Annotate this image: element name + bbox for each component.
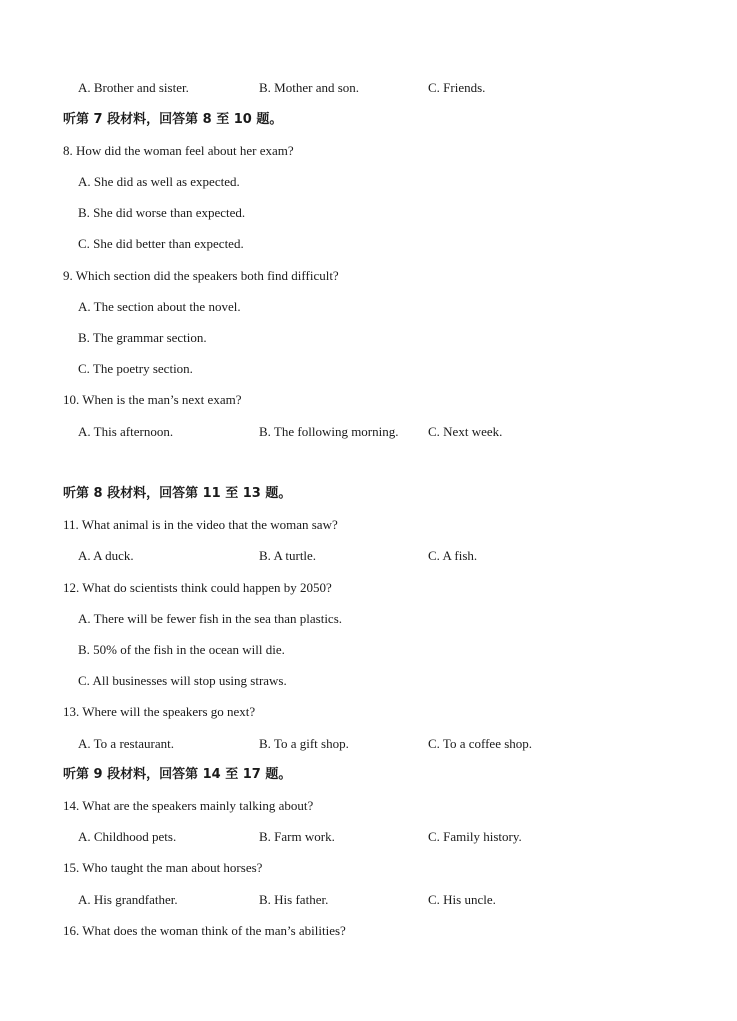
question-8: 8. How did the woman feel about her exam? — [63, 143, 294, 158]
q12-option-a: A. There will be fewer fish in the sea than plastics. — [78, 611, 343, 626]
q7-option-b: B. Mother and son. — [259, 80, 360, 95]
q10-option-b: B. The following morning. — [259, 424, 399, 439]
q14-option-a: A. Childhood pets. — [78, 829, 177, 844]
section-9-heading: 听第 9 段材料，回答第 14 至 17 题。 — [63, 767, 292, 782]
q12-option-b: B. 50% of the fish in the ocean will die. — [78, 642, 285, 657]
q11-option-b: B. A turtle. — [259, 548, 317, 563]
q15-option-b: B. His father. — [259, 892, 329, 907]
q13-option-c: C. To a coffee shop. — [428, 736, 533, 751]
q7-option-a: A. Brother and sister. — [78, 80, 189, 95]
question-13: 13. Where will the speakers go next? — [63, 704, 256, 719]
q11-option-c: C. A fish. — [428, 548, 478, 563]
q11-option-a: A. A duck. — [78, 548, 134, 563]
q8-option-a: A. She did as well as expected. — [78, 174, 240, 189]
q15-option-c: C. His uncle. — [428, 892, 496, 907]
q13-option-b: B. To a gift shop. — [259, 736, 349, 751]
question-12: 12. What do scientists think could happen by 2050? — [63, 580, 332, 595]
q10-option-a: A. This afternoon. — [78, 424, 174, 439]
question-9: 9. Which section did the speakers both find difficult? — [63, 268, 339, 283]
q14-option-c: C. Family history. — [428, 829, 522, 844]
q9-option-b: B. The grammar section. — [78, 330, 207, 345]
q9-option-a: A. The section about the novel. — [78, 299, 241, 314]
question-10: 10. When is the man’s next exam? — [63, 392, 242, 407]
section-7-heading: 听第 7 段材料，回答第 8 至 10 题。 — [63, 112, 283, 127]
q15-option-a: A. His grandfather. — [78, 892, 178, 907]
q14-option-b: B. Farm work. — [259, 829, 335, 844]
q12-option-c: C. All businesses will stop using straws. — [78, 673, 287, 688]
q8-option-b: B. She did worse than expected. — [78, 205, 246, 220]
question-11: 11. What animal is in the video that the woman saw? — [63, 517, 338, 532]
q13-option-a: A. To a restaurant. — [78, 736, 174, 751]
section-8-heading: 听第 8 段材料，回答第 11 至 13 题。 — [63, 486, 292, 501]
question-14: 14. What are the speakers mainly talking about? — [63, 798, 314, 813]
q7-option-c: C. Friends. — [428, 80, 486, 95]
question-15: 15. Who taught the man about horses? — [63, 860, 263, 875]
q9-option-c: C. The poetry section. — [78, 361, 193, 376]
q10-option-c: C. Next week. — [428, 424, 503, 439]
question-16: 16. What does the woman think of the man’s abilities? — [63, 923, 346, 938]
q8-option-c: C. She did better than expected. — [78, 236, 244, 251]
